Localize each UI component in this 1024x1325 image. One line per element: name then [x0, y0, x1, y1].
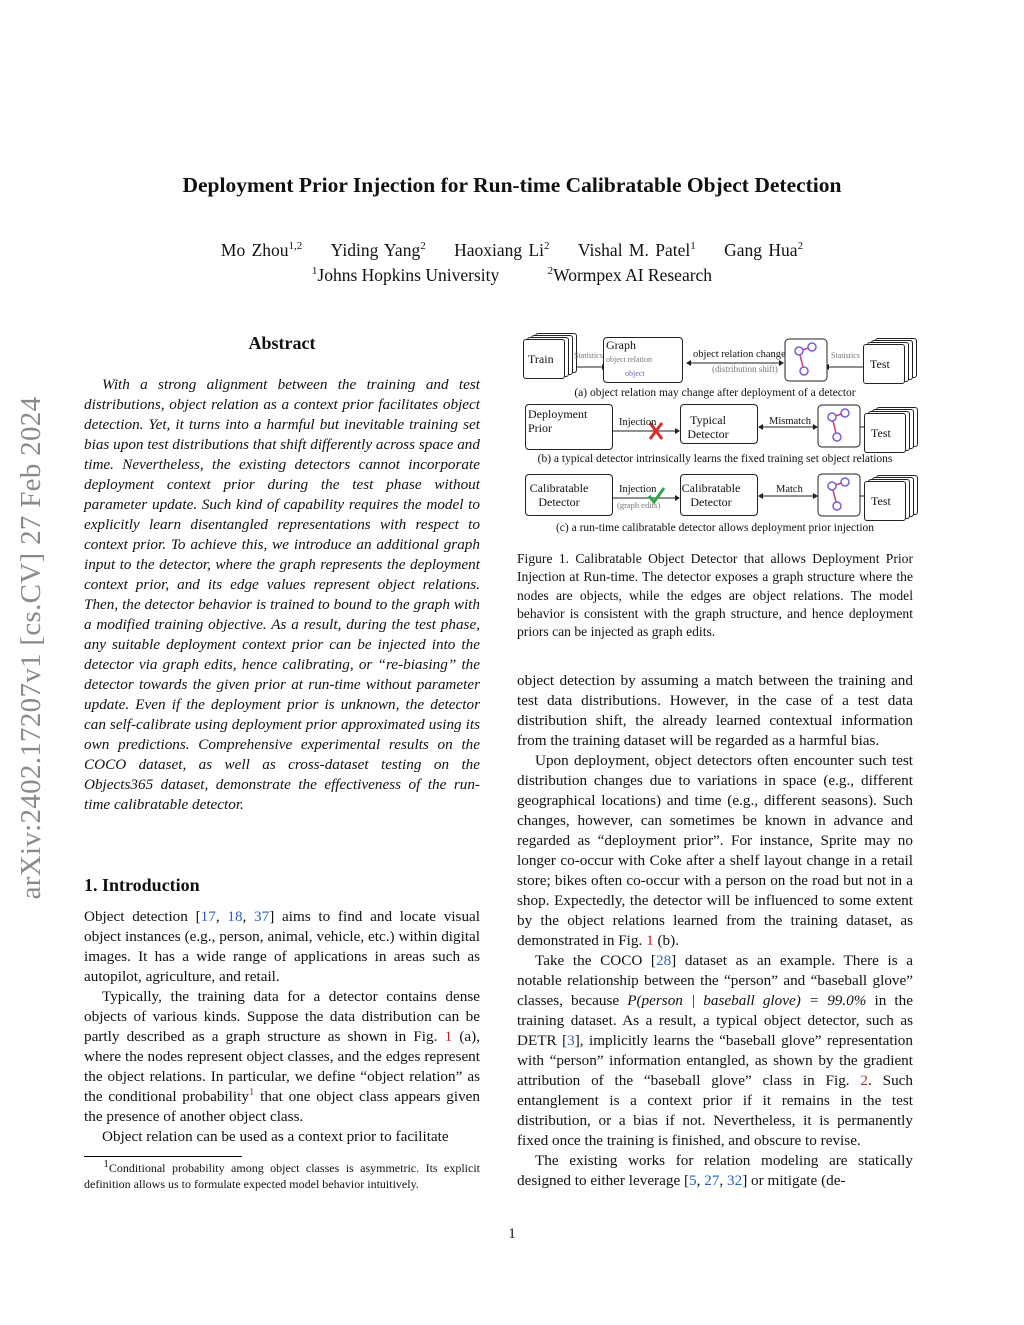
- typical-detector-box: Typical Detector: [680, 404, 758, 444]
- affiliation: $^1$Johns Hopkins University: [311, 265, 500, 285]
- citation-link[interactable]: 27: [704, 1172, 720, 1189]
- paragraph: Object relation can be used as a context prior to facilitate: [102, 1128, 449, 1145]
- figure-ref-link[interactable]: 2: [860, 1072, 869, 1089]
- footnote-divider: [84, 1156, 242, 1157]
- author: Gang Hua$^2$: [724, 240, 804, 260]
- page-number: 1: [508, 1226, 516, 1242]
- author-list: [0, 240, 1024, 261]
- footnote-ref-link[interactable]: 1: [248, 1085, 255, 1098]
- injection-label: Injection: [619, 484, 657, 495]
- figure-subcaption-c: (c) a run-time calibratable detector allows deployment prior injection: [555, 522, 875, 534]
- match-label: Match: [776, 484, 803, 495]
- affiliation-list: [0, 265, 1024, 286]
- distribution-shift-label: (distribution shift): [712, 364, 778, 374]
- figure-caption: Figure 1. Calibratable Object Detector that allows Deployment Prior Injection at Run-time. The detector exposes a graph structure where the nodes are objects, while the edges are object relations. The model behavior is consistent with the graph structure, and hence deployment priors can be injected as graph edits.: [517, 551, 913, 640]
- calibratable-detector-box: Calibratable Detector: [680, 474, 758, 516]
- figure-subcaption-a: (a) object relation may change after deployment of a detector: [574, 387, 856, 399]
- graph-box: Graph: [603, 337, 683, 383]
- section-heading-introduction: 1. Introduction: [84, 875, 200, 895]
- abstract-heading: Abstract: [248, 333, 316, 353]
- author: Yiding Yang$^2$: [330, 240, 426, 260]
- citation-link[interactable]: 18: [227, 908, 243, 925]
- statistics-label: Statistics: [574, 351, 603, 360]
- figure-1: Train Statistics Graph object relation object object relation change (distribution shift) Statistics Test (a) object relation may change after deployment of a detector Deployment Prior Injection Typical Detector Mismatch Test (b) a typical detector intrinsically learns the fixed training set object relations Calibratable Detector Injection (graph edits) Calibratable Detector Match Test (c) a run-time calibratable detector allows deployment prior injection: [517, 333, 913, 543]
- paragraph: Upon deployment, object detectors often encounter such test distribution changes due to variations in space (e.g., different geographical locations) and time (e.g., different seasons). Such changes, however, can sometimes be known in advance and regarded as “deployment prior”. For instance, Sprite may no longer co-occur with Coke after a shelf layout change in a retail store; bikes often co-occur with a person on the road but not in a shop. Expectedly, the detector will be influenced to some extent by the object relations learned from the training dataset, as demonstrated in Fig. 1 (b).: [517, 752, 913, 949]
- graph-edits-label: (graph edits): [617, 500, 661, 510]
- injection-label: Injection: [619, 417, 657, 428]
- affiliation: $^2$Wormpex AI Research: [547, 265, 713, 285]
- paragraph: The existing works for relation modeling are statically designed to either leverage [5, 27, 32] or mitigate (de-: [517, 1152, 913, 1189]
- mismatch-label: Mismatch: [769, 416, 811, 427]
- relation-change-label: object relation change: [693, 349, 786, 360]
- citation-link[interactable]: 17: [200, 908, 216, 925]
- calibratable-detector-box: Calibratable Detector: [525, 474, 613, 516]
- paragraph: Typically, the training data for a detector contains dense objects of various kinds. Suppose the data distribution can be partly described as a graph structure as shown in Fig. 1 (a), where the nodes represent object classes, and the edges represent the object relations. In particular, we define “object relation” as the conditional probability$^1$ that one object class appears given the presence of another object class.: [84, 988, 481, 1125]
- abstract-text: With a strong alignment between the training and test distributions, object relation as a context prior facilitates object detection. Yet, it turns into a harmful but inevitable training set bias upon test distributions that shift differently across space and time. Nevertheless, the existing detectors cannot incorporate deployment context prior during the test phase without parameter update. Such kind of capability requires the model to explicitly learn disentangled representations with respect to context prior. To achieve this, we introduce an additional graph input to the detector, where the graph represents the deployment context prior, and its edge values represent object relations. Then, the detector behavior is trained to bound to the graph with a modified training objective. As a result, during the test phase, any suitable deployment context prior can be injected into the detector via graph edits, hence calibrating, or “re-biasing” the detector towards the given prior at run-time without parameter update. Even if the deployment prior is unknown, the detector can self-calibrate using deployment prior approximated using its own predictions. Comprehensive experimental results on the COCO dataset, as well as cross-dataset testing on the Objects365 dataset, demonstrate the effectiveness of the run-time calibratable detector.: [84, 376, 480, 813]
- author: Haoxiang Li$^2$: [454, 240, 550, 260]
- object-relation-label: object relation: [606, 355, 652, 364]
- paragraph: Object detection [17, 18, 37] aims to find and locate visual object instances (e.g., person, animal, vehicle, etc.) within digital images. It has a wide range of applications in areas such as autopilot, agriculture, and retail.: [84, 908, 481, 985]
- paper-title: Deployment Prior Injection for Run-time Calibratable Object Detection: [182, 173, 842, 197]
- math-expression: P(person | baseball glove) = 99.0%: [627, 992, 867, 1009]
- paragraph: Take the COCO [28] dataset as an example. There is a notable relationship between the “person” and “baseball glove” classes, because P(person | baseball glove) = 99.0% in the training dataset. As a result, a typical object detector, such as DETR [3], implicitly learns the “baseball glove” representation with “person” information entangled, as shown by the gradient attribution of the “baseball glove” class in Fig. 2. Such entanglement is a context prior if it remains in the test distribution, or a bias if not. Nevertheless, it is permanently fixed once the training is finished, and obscure to revise.: [517, 952, 914, 1149]
- statistics-label: Statistics: [831, 351, 860, 360]
- citation-link[interactable]: 5: [689, 1172, 697, 1189]
- introduction-body: [84, 907, 480, 1147]
- figure-subcaption-b: (b) a typical detector intrinsically learns the fixed training set object relations: [537, 453, 893, 465]
- paragraph: object detection by assuming a match between the training and test data distributions. However, in the case of a test data distribution shift, the already learned contextual information from the training dataset will be regarded as a harmful bias.: [517, 672, 913, 749]
- footnote: $^1$Conditional probability among object classes is asymmetric. Its explicit definition allows us to formulate expected model behavior intuitively.: [84, 1158, 481, 1191]
- author: Mo Zhou$^{1,2}$: [220, 240, 303, 260]
- author: Vishal M. Patel$^1$: [577, 240, 696, 260]
- citation-link[interactable]: 37: [254, 908, 270, 925]
- deployment-prior-box: Deployment Prior: [525, 404, 613, 450]
- citation-link[interactable]: 3: [567, 1032, 575, 1049]
- citation-link[interactable]: 32: [727, 1172, 743, 1189]
- figure-ref-link[interactable]: 1: [444, 1028, 453, 1045]
- object-label: object: [625, 369, 645, 378]
- citation-link[interactable]: 28: [655, 952, 672, 969]
- arxiv-watermark: arXiv:2402.17207v1 [cs.CV] 27 Feb 2024: [15, 396, 47, 900]
- right-column-body: [517, 671, 913, 1191]
- figure-ref-link[interactable]: 1: [646, 932, 654, 949]
